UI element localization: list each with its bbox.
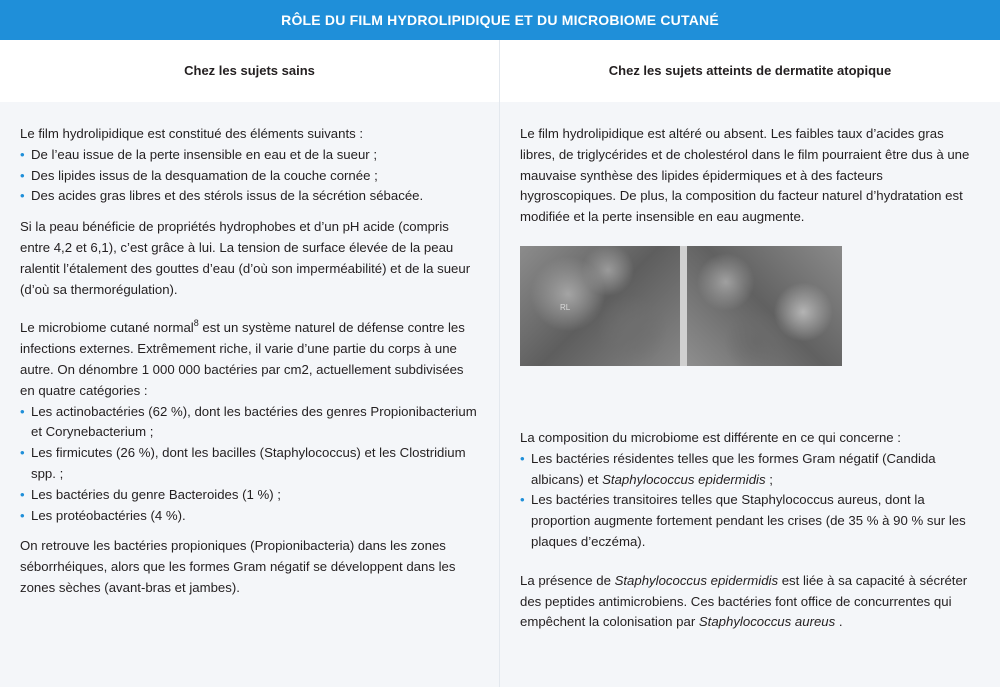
list-item: • Des acides gras libres et des stérols issus de la sécrétion sébacée. — [20, 186, 477, 207]
micrograph-healthy-skin — [520, 246, 680, 366]
columns — [0, 40, 1000, 687]
right-p2-intro: La composition du microbiome est différente en ce qui concerne : — [520, 429, 901, 445]
micrograph-images — [520, 246, 842, 366]
list-item: • Les firmicutes (26 %), dont les bacilles (Staphylococcus) et les Clostridium spp. ; — [20, 443, 477, 485]
left-list-1 — [20, 145, 477, 207]
right-heading: Chez les sujets atteints de dermatite atopique — [500, 40, 1000, 102]
list-item: • Les actinobactéries (62 %), dont les bactéries des genres Propionibacterium et Corynebacterium ; — [20, 402, 477, 444]
left-p1-intro: Le film hydrolipidique est constitué des éléments suivants : — [20, 126, 364, 141]
list-item: • Les protéobactéries (4 %). — [20, 506, 477, 527]
footnote-ref: 8 — [193, 318, 199, 329]
item-text: Les bactéries résidentes telles que les formes Gram négatif (Candida albicans) et — [531, 450, 936, 487]
list-item: • Des lipides issus de la desquamation de la couche cornée ; — [20, 166, 477, 187]
left-list-2 — [20, 402, 477, 527]
list-item: • De l’eau issue de la perte insensible en eau et de la sueur ; — [20, 145, 477, 166]
left-p3 — [20, 318, 477, 401]
left-column — [0, 40, 500, 687]
item-italic: Staphylococcus epidermidis — [602, 471, 766, 487]
left-body — [0, 102, 499, 599]
page-banner: RÔLE DU FILM HYDROLIPIDIQUE ET DU MICROBIOME CUTANÉ — [0, 0, 1000, 40]
p3-italic: Staphylococcus epidermidis — [614, 572, 779, 588]
right-body — [500, 102, 1000, 633]
right-list — [520, 449, 978, 553]
p3-italic: Staphylococcus aureus — [698, 614, 836, 630]
right-column — [500, 40, 1000, 687]
right-p1: Le film hydrolipidique est altéré ou absent. Les faibles taux d’acides gras libres, de triglycérides et de cholestérol dans le film pourraient être dus à une mauvaise synthèse des lipides épidermiques et à des facteurs hygroscopiques. De plus, la composition du facteur naturel d’hydratation est modifiée et la perte insensible en eau augmente. — [520, 126, 970, 225]
right-p3 — [520, 571, 978, 633]
left-p3-text-b: est un système naturel de défense contre les infections externes. Extrêmement riche, il varie d’une partie du corps à une autre. On dénombre 1 000 000 bactéries par cm2, actuellement subdivisées en quatre catégories : — [20, 320, 465, 398]
left-p2: Si la peau bénéficie de propriétés hydrophobes et d’un pH acide (compris entre 4,2 et 6,1), c’est grâce à lui. La tension de surface élevée de la peau ralentit l’étalement des gouttes d’eau (d’où son imperméabilité) et de la sueur (d’où sa thermorégulation). — [20, 219, 471, 297]
micrograph-label: RL — [560, 302, 571, 312]
micrograph-atopic-skin — [687, 246, 842, 366]
p3-text: . — [835, 614, 843, 630]
p3-text: La présence de — [520, 572, 615, 588]
list-item — [520, 449, 978, 491]
p3-text: est liée à sa capacité à sécréter des peptides antimicrobiens. Ces bactéries font office de concurrentes qui empêchent la colonisation par — [520, 572, 968, 630]
left-heading: Chez les sujets sains — [0, 40, 499, 102]
list-item: • Les bactéries du genre Bacteroides (1 %) ; — [20, 485, 477, 506]
item-text: ; — [765, 471, 773, 487]
list-item: • Les bactéries transitoires telles que Staphylococcus aureus, dont la proportion augmente fortement pendant les crises (de 35 % à 90 % sur les plaques d’eczéma). — [520, 490, 978, 552]
left-p3-text-a: Le microbiome cutané normal — [20, 320, 194, 336]
image-divider — [680, 246, 687, 366]
left-p4: On retrouve les bactéries propioniques (Propionibacteria) dans les zones séborrhéiques, alors que les formes Gram négatif se développent dans les zones sèches (avant-bras et jambes). — [20, 538, 456, 595]
